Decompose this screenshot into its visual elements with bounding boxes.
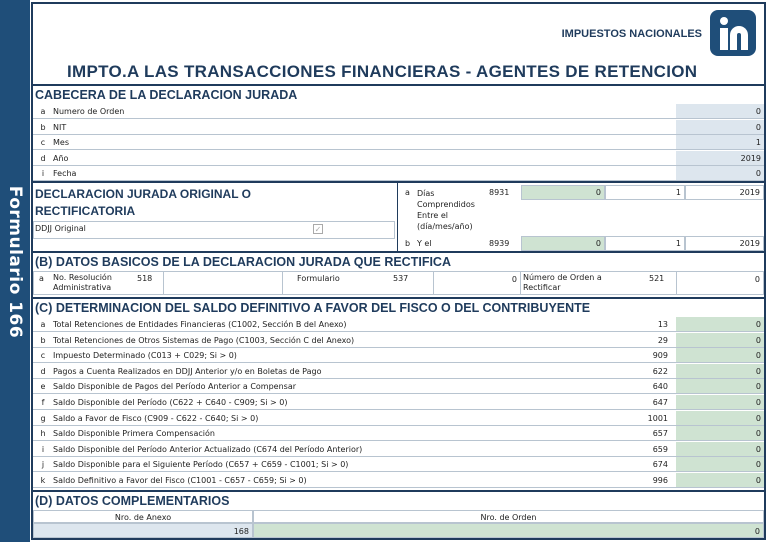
row-letter: j — [41, 460, 45, 470]
row-code: 622 — [652, 366, 668, 376]
row-label: Pagos a Cuenta Realizados en DDJJ Anterior y/o en Boletas de Pago — [53, 366, 322, 376]
row-code: 29 — [657, 335, 668, 345]
row-value[interactable]: 0 — [676, 473, 764, 487]
resolucion-input[interactable] — [163, 271, 283, 295]
y-el-code: 8939 — [489, 239, 510, 248]
sidebar — [0, 0, 30, 542]
row-label: Saldo Disponible del Período (C622 + C640 - C909; Si > 0) — [53, 398, 288, 407]
determinacion-row — [33, 317, 764, 332]
anexo-label: Nro. de Anexo — [33, 510, 253, 523]
row-value[interactable]: 0 — [676, 457, 764, 471]
row-value[interactable]: 0 — [676, 364, 764, 378]
formulario-code: 537 — [393, 274, 409, 283]
y-el-label: Y el — [417, 239, 432, 248]
orden-rectificar-label: Número de Orden a Rectificar — [523, 273, 602, 292]
row-letter: f — [41, 398, 45, 407]
determinacion-row — [33, 411, 764, 426]
cabecera-row — [33, 104, 764, 119]
determinacion-row — [33, 379, 764, 394]
row-label: Saldo Disponible del Período Anterior Actualizado (C674 del Período Anterior) — [53, 444, 363, 454]
row-label: Fecha — [53, 169, 77, 178]
row-value[interactable]: 1 — [676, 135, 764, 149]
cabecera-row — [33, 120, 764, 135]
section-cabecera-title: CABECERA DE LA DECLARACION JURADA — [35, 88, 298, 102]
determinacion-row — [33, 395, 764, 410]
nro-orden-label: Nro. de Orden — [253, 510, 764, 523]
dias-code: 8931 — [489, 188, 510, 197]
formulario-input[interactable]: 0 — [433, 271, 521, 295]
determinacion-row — [33, 348, 764, 363]
row-code: 1001 — [647, 413, 668, 423]
row-value[interactable]: 0 — [676, 166, 764, 180]
fecha-fin-anio[interactable]: 2019 — [685, 236, 764, 251]
row-value[interactable]: 0 — [676, 120, 764, 134]
nro-orden-value[interactable]: 0 — [253, 523, 764, 538]
determinacion-row — [33, 364, 764, 379]
row-label: Saldo Disponible Primera Compensación — [53, 429, 215, 439]
resolucion-code: 518 — [137, 274, 153, 283]
cabecera-row — [33, 135, 764, 150]
cabecera-row — [33, 151, 764, 166]
row-code: 657 — [652, 429, 668, 439]
row-letter: b — [40, 335, 46, 345]
row-value[interactable]: 0 — [676, 379, 764, 393]
row-label: Mes — [53, 138, 69, 147]
row-letter: e — [40, 382, 46, 392]
row-letter: i — [41, 169, 45, 178]
determinacion-row — [33, 333, 764, 348]
ddjj-original-field — [33, 221, 395, 239]
divider — [33, 251, 764, 253]
row-value[interactable]: 0 — [676, 317, 764, 331]
fecha-inicio-dia[interactable]: 0 — [521, 185, 605, 200]
formulario-label: Formulario — [297, 274, 340, 283]
row-value[interactable]: 0 — [676, 426, 764, 440]
row-letter: a — [40, 107, 46, 116]
row-letter: i — [41, 444, 45, 454]
fecha-inicio-mes[interactable]: 1 — [605, 185, 685, 200]
determinacion-row — [33, 442, 764, 457]
section-d-title: (D) DATOS COMPLEMENTARIOS — [35, 494, 230, 508]
row-letter: d — [40, 153, 46, 163]
row-label: NIT — [53, 122, 67, 132]
brand-name: IMPUESTOS NACIONALES — [561, 28, 702, 40]
row-letter: c — [40, 138, 46, 147]
divider — [33, 84, 764, 86]
row-value[interactable]: 0 — [676, 411, 764, 425]
ddjj-original-label: DDJJ Original — [35, 224, 86, 233]
declaration-form: IMPUESTOS NACIONALES IMPTO.A LAS TRANSACCIONES FINANCIERAS - AGENTES DE RETENCION CABECERA DE LA DECLARACION JURADA a Numero de Orden 0 b NIT 0 c Mes 1 d Año 2019 i Fecha 0 DECLARACION JURADA ORIGINAL O RECTIFICATORIA DDJJ Original ✓ a Días Comprendidos Entre el (día/mes/año) 8931 0 1 2019 b Y el 8939 0 1 2019 (B) DATOS BASICOS DE LA DECLARACION JURADA QUE RECTIFICA a No. Resolución Administrativa 518 Formulario 537 0 Número de Orden a Rectificar 521 0 (C) DETERMINACION DEL SALDO DEFINITIVO A FAVOR DEL FISCO O DEL CONTRIBUYENTE a Total Retenciones de Entidades Financieras (C1002, Sección B del Anexo) 13 0 b Total Retenciones de Otros Sistemas de Pago (C1003, Sección C del Anexo) 29 0 c Impuesto Determinado (C013 + C029; Si > 0) 909 0 d Pagos a Cuenta Realizados en DDJJ Anterior y/o en Boletas de Pago 622 0 e Saldo Disponible de Pagos del Período Anterior a Compensar 640 0 f Saldo Disponible del Período (C622 + C640 - C909; Si > 0) 647 0 g Saldo a Favor de Fisco (C909 - C622 - C640; Si > 0) 1001 0 h Saldo Disponible Primera Compensación 657 0 i Saldo Disponible del Período Anterior Actualizado (C674 del Período Anterior) 659 0 j Saldo Disponible para el Siguiente Período (C657 + C659 - C1001; Si > 0) 674 0 k Saldo Definitivo a Favor del Fisco (C1001 - C657 - C659; Si > 0) 996 0 (D) DATOS COMPLEMENTARIOS Nro. de Anexo Nro. de Orden 168 0 — [31, 2, 766, 540]
anexo-value[interactable]: 168 — [33, 523, 253, 538]
section-c-title: (C) DETERMINACION DEL SALDO DEFINITIVO A FAVOR DEL FISCO O DEL CONTRIBUYENTE — [35, 301, 591, 315]
original-title-line2: RECTIFICATORIA — [35, 204, 136, 218]
row-letter: a — [40, 320, 46, 329]
ddjj-original-checkbox[interactable]: ✓ — [314, 225, 322, 234]
determinacion-row — [33, 457, 764, 472]
row-code: 13 — [657, 320, 668, 329]
row-label: Numero de Orden — [53, 107, 125, 116]
row-label: Saldo Disponible para el Siguiente Período (C657 + C659 - C1001; Si > 0) — [53, 460, 349, 470]
row-value[interactable]: 0 — [676, 104, 764, 118]
row-value[interactable]: 2019 — [676, 151, 764, 165]
orden-rectificar-input[interactable]: 0 — [676, 271, 764, 295]
row-letter: g — [40, 413, 46, 423]
row-label: Saldo a Favor de Fisco (C909 - C622 - C640; Si > 0) — [53, 413, 259, 423]
row-label: Total Retenciones de Entidades Financieras (C1002, Sección B del Anexo) — [53, 320, 347, 329]
row-code: 640 — [652, 382, 668, 392]
row-value[interactable]: 0 — [676, 333, 764, 347]
original-title-line1: DECLARACION JURADA ORIGINAL O — [35, 187, 252, 201]
row-label: Año — [53, 153, 69, 163]
row-label: Saldo Disponible de Pagos del Período Anterior a Compensar — [53, 382, 297, 392]
row-letter: k — [40, 476, 46, 485]
row-code: 996 — [652, 476, 668, 485]
row-value[interactable]: 0 — [676, 395, 764, 409]
determinacion-row — [33, 473, 764, 488]
determinacion-row — [33, 426, 764, 441]
row-value[interactable]: 0 — [676, 442, 764, 456]
row-letter: d — [40, 366, 46, 376]
orden-rectificar-code: 521 — [649, 274, 665, 283]
row-letter: c — [40, 351, 46, 361]
form-number-label: Formulario 166 — [5, 185, 25, 339]
fecha-inicio-anio[interactable]: 2019 — [685, 185, 764, 200]
dias-comprendidos-label: Días Comprendidos Entre el (día/mes/año) — [417, 189, 475, 231]
row-code: 909 — [652, 351, 668, 361]
divider — [33, 297, 764, 299]
fecha-fin-mes[interactable]: 1 — [605, 236, 685, 251]
row-label: Total Retenciones de Otros Sistemas de Pago (C1003, Sección C del Anexo) — [53, 335, 355, 345]
row-value[interactable]: 0 — [676, 348, 764, 362]
page-title: IMPTO.A LAS TRANSACCIONES FINANCIERAS - AGENTES DE RETENCION — [67, 62, 698, 81]
fecha-fin-dia[interactable]: 0 — [521, 236, 605, 251]
row-label: Impuesto Determinado (C013 + C029; Si > 0) — [53, 351, 237, 361]
cabecera-row — [33, 166, 764, 181]
row-code: 659 — [652, 444, 668, 454]
row-letter: b — [40, 122, 46, 132]
row-code: 674 — [652, 460, 668, 470]
impuestos-logo-icon — [710, 10, 756, 56]
row-code: 647 — [652, 398, 668, 407]
divider — [33, 490, 764, 492]
row-label: Saldo Definitivo a Favor del Fisco (C1001 - C657 - C659; Si > 0) — [53, 476, 307, 485]
row-letter: h — [40, 429, 46, 439]
section-b-title: (B) DATOS BASICOS DE LA DECLARACION JURADA QUE RECTIFICA — [35, 255, 451, 269]
resolucion-label: No. Resolución Administrativa — [53, 273, 112, 292]
divider — [33, 181, 764, 183]
